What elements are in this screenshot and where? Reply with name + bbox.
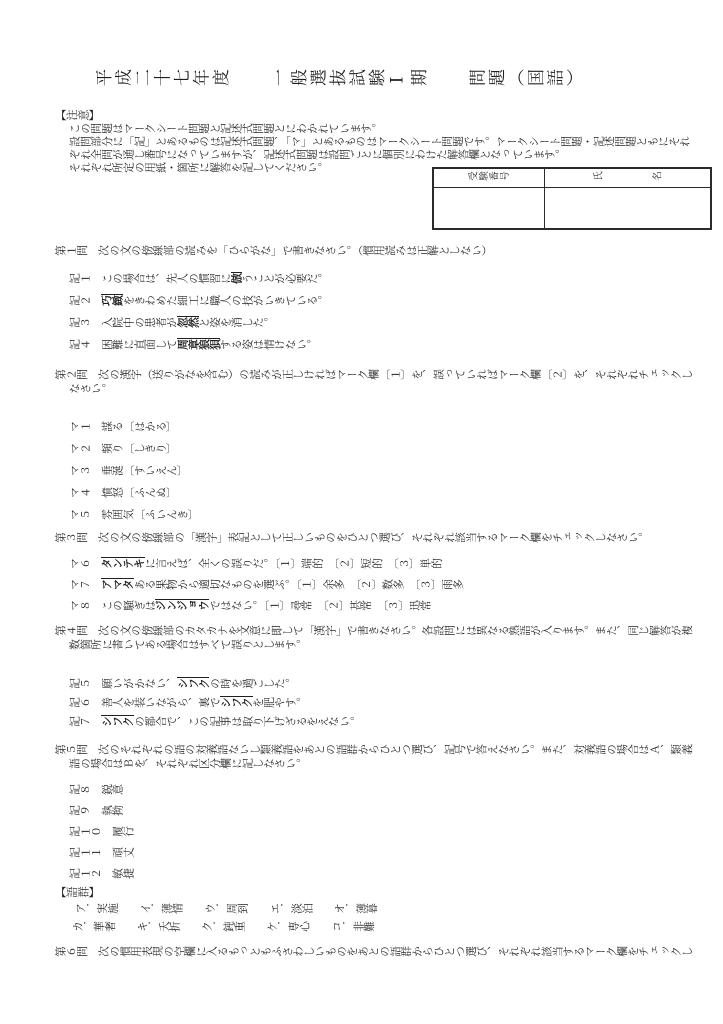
text-run: の時を過ごした。 [209,678,296,690]
text-run: をきわめた細工に職人の技がいきている。 [123,295,329,307]
item-ki-8 [55,780,713,801]
examinee-name-cell [545,188,710,228]
text-run: マ６ [69,558,102,570]
text-run: マ１ 謀る〔はかる〕 [69,421,177,433]
item-ki-1 [55,268,713,290]
examinee-info-box [432,167,712,230]
question-1-heading [55,245,713,258]
notice-line-3 [55,149,713,162]
text-run: ではない。〔１〕尋常 〔２〕甚常 〔３〕迅常 [209,600,431,612]
word-group-heading [55,887,713,900]
exam-title [55,56,713,104]
text-run: 記６ 善人を装いながら、裏で [69,697,221,709]
text-run: 設問部分に「記」とあるものは記述式問題、「マ」とあるものはマークシート問題です。マークシート問題・記述問題ともにそれ [69,136,690,148]
text-run: 【注意】 [55,110,100,122]
text-run: 語の場合はＢを、それぞれ区分欄に記しなさい。 [69,758,307,770]
item-ma-2 [55,438,713,460]
question-4-heading-line-1 [55,625,713,638]
item-ki-12 [55,864,713,885]
text-run: 記５ 願いがかない、 [69,678,177,690]
text-run: マ８ この騒ぎは [69,600,156,612]
emphasized-text: シフク [220,697,253,709]
text-run: ア．実施 イ．薄情 ウ．周到 エ．淡泊 オ．薄暮 [75,903,378,915]
text-run: 第４問 次の文の傍線部のカタカナを文意に即して「漢字」で書きなさい。各設問には異なる熟語が入ります。また、同じ解答が複 [55,625,693,637]
notice-line-2 [55,136,713,149]
text-run: 第１問 次の文の傍線部の読みを「ひらがな」で書きなさい。（慣用読みは正解としない） [55,245,493,257]
examinee-number-cell [434,188,545,228]
question-2-heading-line-2 [55,382,713,396]
emphasized-text: ジンジョウ [155,600,210,612]
item-ma-5 [55,504,713,526]
text-run: の都合で、この記事は取り下げざるをえない。 [133,716,361,728]
text-run: 記１０ 履行 [69,826,134,838]
emphasized-text: アマタ [101,579,134,591]
text-run: それぞれ所定の用紙・箇所に解答を記してください。 [69,162,329,174]
examinee-name-label-char: 氏 [593,173,604,183]
text-run: マ２ 頻り〔しきり〕 [69,443,177,455]
examinee-name-label-char: 名 [651,173,662,183]
notice-heading [55,110,713,123]
text-run: マ４ 憤怒〔ふんぬ〕 [69,487,177,499]
text-run: ぞれ全問が通し番号になっていますが、記述式問題は設問ごとに個別にわけた解答欄となっています。 [69,149,566,161]
text-run: 記１１ 頑丈 [69,847,134,859]
emphasized-text: 倣 [231,273,242,285]
word-group-row-1 [55,901,713,918]
question-6-heading [55,946,713,959]
text-run: 記７ [69,716,102,728]
emphasized-text: シフク [177,678,210,690]
emphasized-text: 巧緻 [101,295,124,307]
emphasized-text: タンテキ [101,558,145,570]
word-group-row-2 [55,918,713,936]
text-run: する姿は情けない。 [220,339,318,351]
question-4-heading-line-2 [55,638,713,652]
text-run: カ．華奢 キ．夭折 ク．鈍重 ケ．専心 コ．非難 [72,921,375,933]
examinee-number-label: 受験番号 [468,173,510,183]
emphasized-text: 忽然 [177,317,199,329]
text-run: 記８ 鋭意 [69,784,123,796]
text-run: に言えば、全くの誤りだ。〔１〕端的 〔２〕短的 〔３〕単的 [144,558,442,570]
item-ki-4 [55,334,713,356]
text-run: を肥やす。 [252,697,307,709]
item-ma-7 [55,575,713,596]
item-ma-3 [55,460,713,482]
text-run: 数箇所に書いてある場合はすべて誤りとします。 [69,639,307,651]
question-5-heading-line-1 [55,744,713,757]
examinee-name-header [545,169,710,188]
item-ki-5 [55,674,713,694]
item-ki-7 [55,713,713,732]
item-ki-6 [55,694,713,713]
item-ma-6 [55,554,713,575]
emphasized-text: シフク [101,716,134,728]
examinee-number-header [434,169,545,188]
question-3-heading [55,532,713,545]
text-run: この問題はマークシート問題と記述式問題とにわかれています。 [69,123,383,135]
text-run: なさい。 [69,383,113,395]
item-ki-2 [55,290,713,312]
text-run: 記１ この場合は、先人の慣習に [69,273,231,285]
item-ki-11 [55,843,713,864]
text-run: マ５ 雰囲気〔ふいんき〕 [69,509,199,521]
text-run: と姿を消した。 [198,317,275,329]
emphasized-text: 周章狼狽 [177,339,221,351]
text-run: ある果物から適切なものを選ぶ。〔１〕余多 〔２〕数多 〔３〕雨多 [133,579,464,591]
item-ma-1 [55,416,713,438]
text-run: 【語群】 [55,887,100,899]
question-5-heading-line-2 [55,757,713,771]
item-ki-9 [55,801,713,822]
text-run: 第３問 次の文の傍線部の「漢字」表記として正しいものをひとつ選び、それぞれ該当するマーク欄をチェックしなさい。 [55,532,649,544]
text-run: 平成二十七年度 一般選抜試験Ⅰ期 問題（国語） [95,70,586,89]
text-run: マ３ 垂涎〔すいえん〕 [69,465,188,477]
text-run: 記９ 執拗 [69,805,123,817]
item-ki-10 [55,822,713,843]
text-run: マ７ [69,579,102,591]
text-run: 第５問 次のそれぞれの語の対義語ないし類義語をあとの語群からひとつ選び、記号で答えなさい。また、対義語の場合はＡ、類義 [55,744,693,756]
text-run: 記３ 入院中の患者が [69,317,177,329]
item-ma-8 [55,596,713,617]
text-run: うことが必要だ。 [241,273,329,285]
text-run: 記１２ 敏捷 [69,868,134,880]
text-run: 記２ [69,295,102,307]
text-run: 第２問 次の漢字（送りがなを含む）の読みが正しければマーク欄〔１〕を、誤っていればマーク欄〔２〕を、それぞれチェックし [55,369,693,381]
notice-line-1 [55,123,713,136]
text-run: 記４ 困難に直面して [69,339,177,351]
text-run: 第６問 次の慣用表現の空欄に入るもっともふさわしいものをあとの語群からひとつ選び、それぞれ該当するマーク欄をチェックし [55,946,693,958]
question-2-heading-line-1 [55,369,713,382]
item-ki-3 [55,312,713,334]
item-ma-4 [55,482,713,504]
